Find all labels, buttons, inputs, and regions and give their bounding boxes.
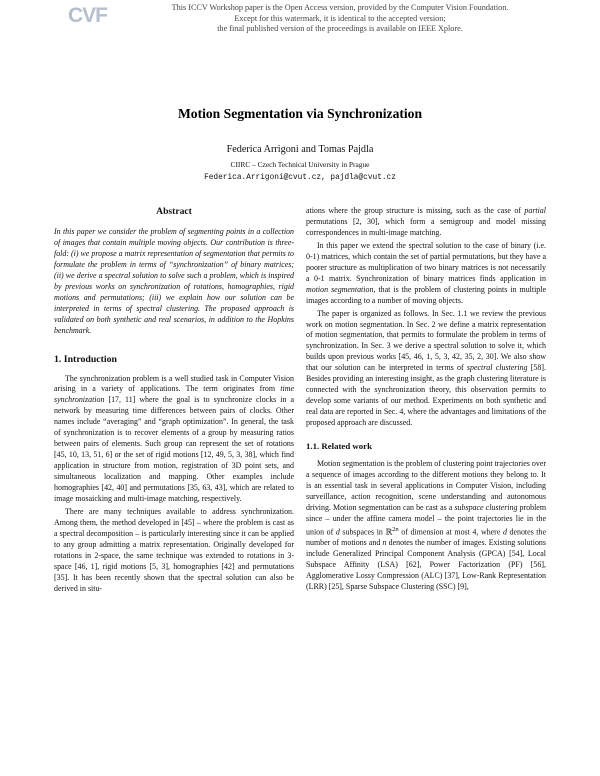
- watermark-line: Except for this watermark, it is identical to the accepted version;: [234, 13, 446, 23]
- text-run: denotes the number of motions and: [306, 527, 547, 548]
- text-run: In this paper we extend the spectral solution to the case of binary (i.e. 0-1) matrices, which contain the set of partial permutations, but they have a poorer structure as multiplication of two binary matrices is not necessarily a 0-1 matrix. Synchronization of binary matrices finds application in: [306, 240, 546, 283]
- math-var: d: [502, 527, 507, 537]
- watermark-line: the final published version of the proceedings is available on IEEE Xplore.: [217, 24, 463, 34]
- intro-paragraph: [54, 374, 294, 505]
- text-run: problem since – under the affine camera model – the point trajectories lie in the union of: [306, 502, 546, 537]
- watermark-notice: [130, 3, 550, 35]
- text-run: The synchronization problem is a well studied task in Computer Vision arising in a variety of applications. The term originates from: [54, 373, 294, 394]
- math-var: d: [335, 527, 340, 537]
- abstract-heading: Abstract: [156, 206, 192, 217]
- text-run: ations where the group structure is missing, such as the case of: [306, 206, 525, 215]
- emphasis: subspace clustering: [454, 502, 518, 512]
- emphasis: motion segmentation: [306, 284, 374, 294]
- paper-affiliation: CIIRC – Czech Technical University in Prague: [230, 160, 370, 169]
- text-run: subspaces in: [339, 527, 386, 537]
- intro-paragraph: There are many techniques available to address synchronization. Among them, the method developed in [45] – where the problem is cast as a spectral decomposition – is particularly interesting since it can be applied to any group admitting a matrix representation. Originally developed for rotations in 2-space, the same technique was extended to rotations in 3-space [46, 1], rigid motions [5, 3], homographies [42] and permutations [35]. It has been recently shown that the spectral solution can also be derived in situ-: [54, 506, 294, 593]
- math-symbol: ℝ: [385, 527, 393, 537]
- text-run: [58]. Besides providing an interesting insight, as the graph clustering literature is connected with the synchronization theory, this observation permits to develop some variants of our method. Experiments on both synthetic and real data are reported in Sec. 4, where the advantages and limitations of the proposed approach are discussed.: [306, 363, 546, 428]
- text-run: , that is the problem of clustering points in multiple images according to a number of moving objects.: [306, 284, 546, 305]
- math-var: n: [382, 538, 387, 548]
- paper-title: Motion Segmentation via Synchronization: [177, 106, 423, 121]
- text-run: [17, 11] where the goal is to synchronize clocks in a network by measuring time differences between pairs of clocks. Other names include “averaging” and “graph optimization”. In general, the task of synchronization is to recover elements of a group by measuring ratios between pairs of elements. Such group can represent the set of rotations [45, 10, 13, 51, 6] or the set of rigid motions [12, 49, 5, 3, 38], which find application in structure from motion, registration of 3D point sets, and simultaneous localization and mapping. Other examples include homographies [42, 40] and permutations [35, 63, 43], which are related to image mosaicking and multi-image matching, respectively.: [54, 395, 294, 504]
- abstract-text: In this paper we consider the problem of segmenting points in a collection of images that contain multiple moving objects. Our contribution is three-fold: (i) we propose a matrix representation of segmentation that permits to formulate the problem in terms of “synchronization” of binary matrices; (ii) we derive a spectral solution to solve such a problem, which is inspired by previous works on synchronization of rotations, homographies, rigid motions and permutations; (iii) we explain how our solution can be interpreted in terms of spectral clustering. The proposed approach is validated on both synthetic and real scenarios, in addition to the Hopkins benchmark.: [54, 227, 294, 335]
- watermark-line: This ICCV Workshop paper is the Open Access version, provided by the Computer Vision Foundation.: [171, 3, 509, 12]
- emphasis: partial: [524, 206, 546, 215]
- body-paragraph: [306, 309, 546, 429]
- text-run: permutations [2, 30], which form a semigroup and model missing correspondences in multi-image matching.: [306, 216, 546, 237]
- text-run: denotes the number of images. Existing solutions include Generalized Principal Component Analysis (GPCA) [54], Local Subspace Affinity (LSA) [62], Power Factorization (PF) [56], Agglomerative Lossy Compression (ALC) [37], Low-Rank Representation (LRR) [25], Sparse Subspace Clustering (SSC) [9],: [306, 538, 546, 592]
- subsection-heading-related-work: 1.1. Related work: [306, 441, 372, 452]
- right-column: [306, 206, 546, 593]
- cvf-logo: CVF: [68, 4, 107, 27]
- paper-emails: Federica.Arrigoni@cvut.cz, pajdla@cvut.cz: [204, 174, 396, 182]
- left-column: [54, 206, 294, 595]
- body-paragraph: [306, 241, 546, 307]
- section-heading-introduction: 1. Introduction: [54, 353, 117, 365]
- text-run: of dimension at most 4, where: [398, 527, 503, 537]
- emphasis: time synchronization: [54, 384, 294, 405]
- math-superscript: 2n: [392, 525, 399, 533]
- body-paragraph: [306, 459, 546, 593]
- text-run: The paper is organized as follows. In Sec. 1.1 we review the previous work on motion segmentation. In Sec. 2 we define a matrix representation of motion segmentation, that permits to formulate the problem in terms of synchronization. In Sec. 3 we derive a spectral solution to solve it, which builds upon previous works [45, 46, 1, 5, 3, 42, 35, 2, 30]. We also show that our solution can be interpreted in terms of: [306, 308, 546, 373]
- continued-paragraph: [306, 206, 546, 239]
- text-run: Motion segmentation is the problem of clustering point trajectories over a sequence of images according to the different motions they belong to. It is an essential task in several applications in Computer Vision, including surveillance, action recognition, scene understanding and autonomous driving. Motion segmentation can be cast as a: [306, 459, 546, 512]
- paper-authors: Federica Arrigoni and Tomas Pajdla: [226, 144, 374, 155]
- emphasis: spectral clustering: [466, 363, 528, 373]
